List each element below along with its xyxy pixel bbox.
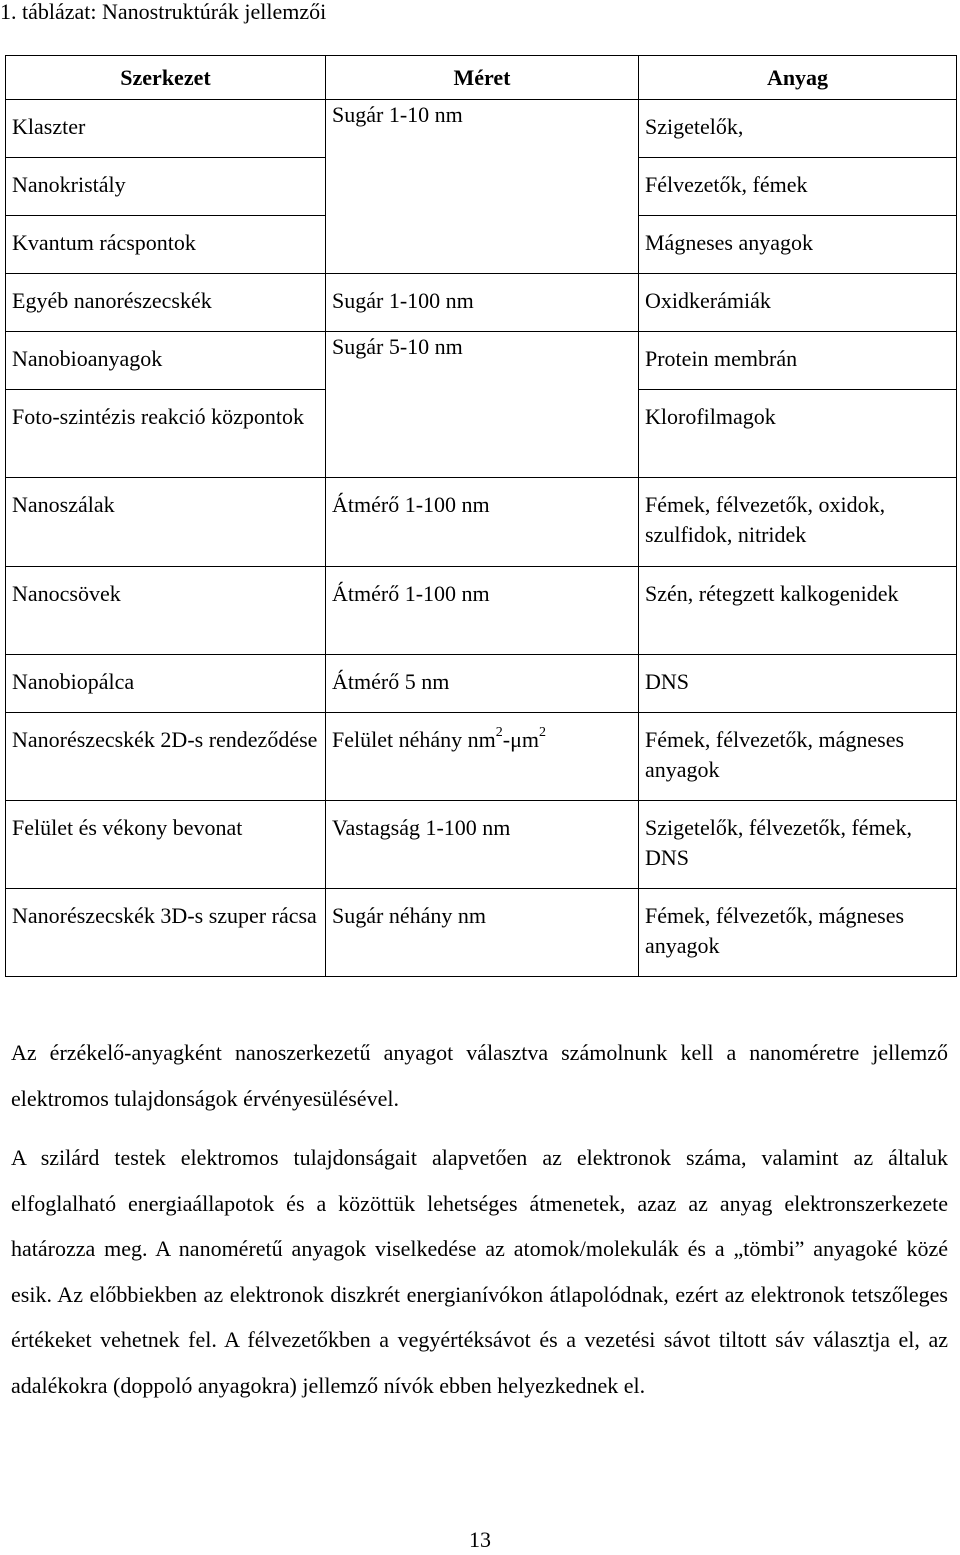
superscript: 2 bbox=[495, 724, 503, 740]
table-row bbox=[6, 478, 957, 567]
cell-material: DNS bbox=[639, 655, 957, 713]
cell-material: Klorofilmagok bbox=[639, 390, 957, 478]
header-szerkezet: Szerkezet bbox=[6, 56, 326, 100]
cell-structure: Nanobioanyagok bbox=[6, 332, 326, 390]
table-row bbox=[6, 274, 957, 332]
cell-material: Oxidkerámiák bbox=[639, 274, 957, 332]
cell-structure: Nanocsövek bbox=[6, 567, 326, 655]
table-header-row bbox=[6, 56, 957, 100]
cell-structure: Nanorészecskék 3D-s szuper rácsa bbox=[6, 889, 326, 977]
table-row bbox=[6, 100, 957, 158]
cell-size: Sugár 1-100 nm bbox=[326, 274, 639, 332]
cell-size: Vastagság 1-100 nm bbox=[326, 801, 639, 889]
cell-size: Átmérő 1-100 nm bbox=[326, 478, 639, 567]
cell-size: Átmérő 1-100 nm bbox=[326, 567, 639, 655]
cell-structure: Nanoszálak bbox=[6, 478, 326, 567]
paragraph-electronic-properties: A szilárd testek elektromos tulajdonságait alapvetően az elektronok száma, valamint az általuk elfoglalható energiaállapotok és a közöttük lehetséges átmenetek, azaz az anyag elektronszerkezete határozza meg. A nanoméretű anyagok viselkedése az atomok/molekulák és a „tömbi” anyagoké közé esik. Az előbbiekben az elektronok diszkrét energianívókon átlapolódnak, ezért az elektronok tetszőleges értékeket vehetnek fel. A félvezetőkben a vegyértéksávot és a vezetési sávot tiltott sáv választja el, az adalékokra (doppoló anyagokra) jellemző nívók ebben helyezkednek el. bbox=[11, 1145, 948, 1398]
cell-material: Szigetelők, félvezetők, fémek, DNS bbox=[639, 801, 957, 889]
header-anyag: Anyag bbox=[639, 56, 957, 100]
superscript: 2 bbox=[538, 724, 546, 740]
size-text: -μm bbox=[502, 727, 539, 752]
cell-size-group2: Sugár 5-10 nm bbox=[326, 332, 639, 478]
cell-material: Szén, rétegzett kalkogenidek bbox=[639, 567, 957, 655]
cell-material: Szigetelők, bbox=[639, 100, 957, 158]
cell-material: Fémek, félvezetők, mágneses anyagok bbox=[639, 713, 957, 801]
size-text: Felület néhány nm bbox=[332, 727, 496, 752]
table-row bbox=[6, 332, 957, 390]
cell-structure: Kvantum rácspontok bbox=[6, 216, 326, 274]
cell-material: Fémek, félvezetők, oxidok, szulfidok, nitridek bbox=[639, 478, 957, 567]
cell-size-group1: Sugár 1-10 nm bbox=[326, 100, 639, 274]
cell-material: Mágneses anyagok bbox=[639, 216, 957, 274]
table-row bbox=[6, 713, 957, 801]
table-row bbox=[6, 889, 957, 977]
table-row bbox=[6, 567, 957, 655]
cell-material: Félvezetők, fémek bbox=[639, 158, 957, 216]
cell-size bbox=[326, 713, 639, 801]
table-caption: 1. táblázat: Nanostruktúrák jellemzői bbox=[0, 0, 327, 24]
cell-structure: Klaszter bbox=[6, 100, 326, 158]
cell-structure: Nanokristály bbox=[6, 158, 326, 216]
cell-structure: Felület és vékony bevonat bbox=[6, 801, 326, 889]
header-meret: Méret bbox=[326, 56, 639, 100]
page-number: 13 bbox=[469, 1527, 491, 1552]
cell-material: Fémek, félvezetők, mágneses anyagok bbox=[639, 889, 957, 977]
cell-structure: Foto-szintézis reakció központok bbox=[6, 390, 326, 478]
cell-size: Átmérő 5 nm bbox=[326, 655, 639, 713]
table-row bbox=[6, 801, 957, 889]
table-row bbox=[6, 655, 957, 713]
cell-size: Sugár néhány nm bbox=[326, 889, 639, 977]
cell-structure: Egyéb nanorészecskék bbox=[6, 274, 326, 332]
cell-structure: Nanobiopálca bbox=[6, 655, 326, 713]
paragraph-intro: Az érzékelő-anyagként nanoszerkezetű anyagot választva számolnunk kell a nanoméretre jellemző elektromos tulajdonságok érvényesülésével. bbox=[11, 1040, 948, 1111]
cell-material: Protein membrán bbox=[639, 332, 957, 390]
cell-structure: Nanorészecskék 2D-s rendeződése bbox=[6, 713, 326, 801]
nanostructure-table bbox=[5, 55, 957, 977]
